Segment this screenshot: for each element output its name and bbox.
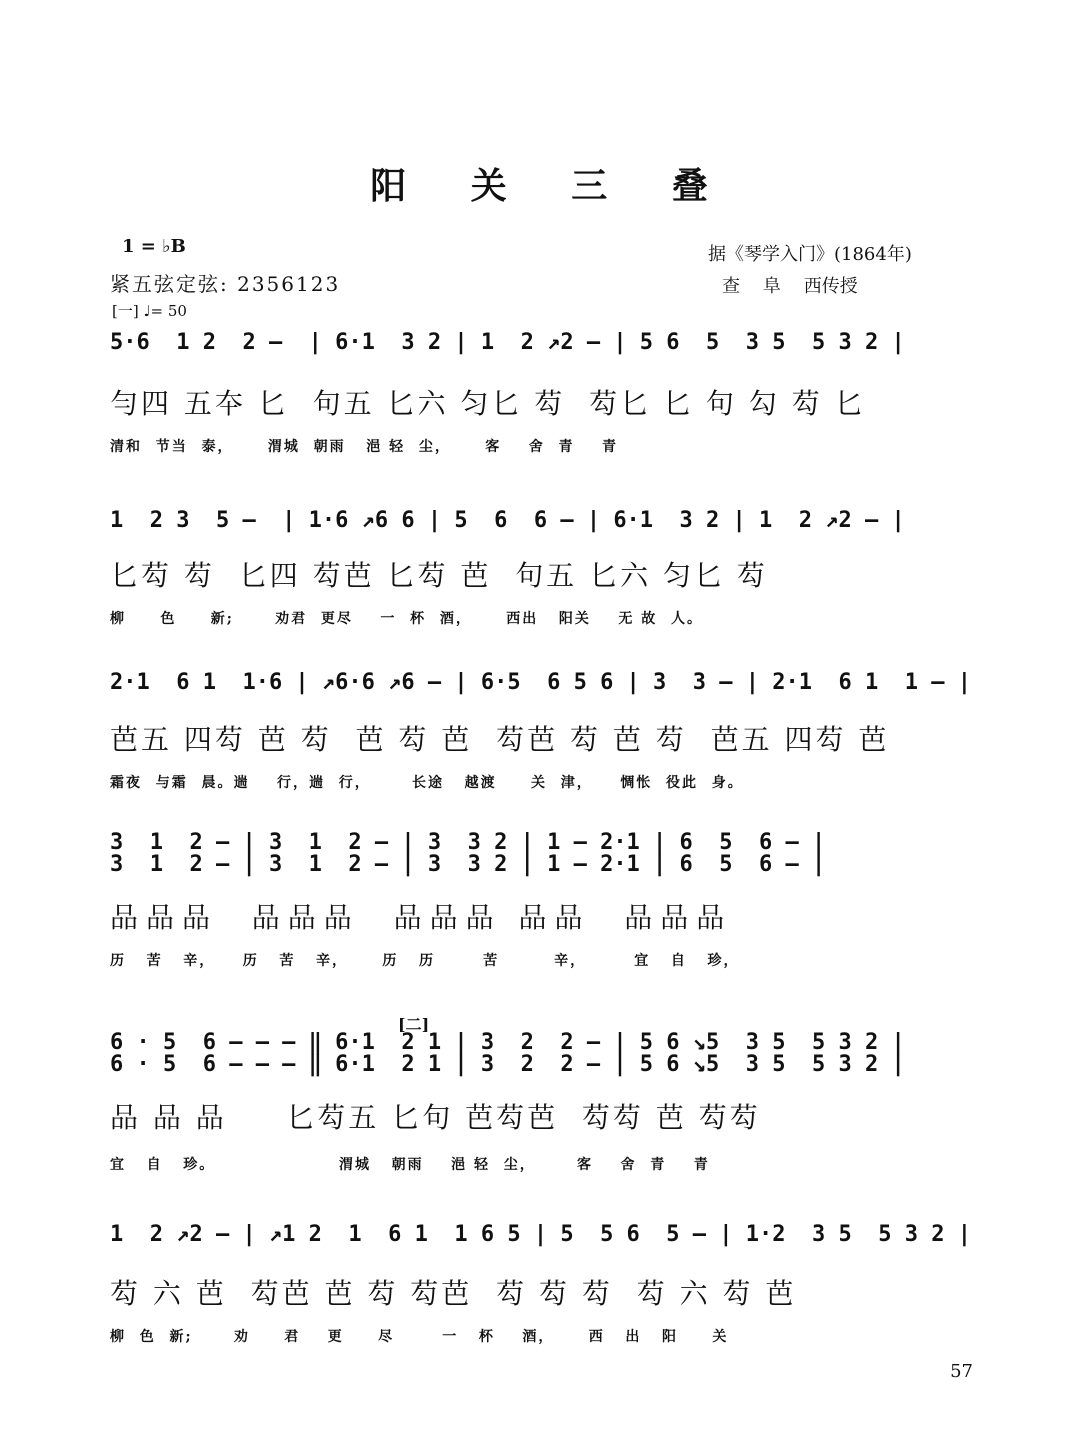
lyrics-line: 霜夜 与霜 晨。遄 行，遄 行， 长途 越渡 关 津， 惆怅 役此 身。 — [110, 775, 744, 791]
jianpu-notes-lower: 6 · 5 6 — — — ‖ 6·1 2 1 | 3 2 2 — | 5 6 ↘5 3 5 5 3 2 | — [110, 1052, 905, 1077]
lyrics-line: 历 苦 辛， 历 苦 辛， 历 历 苦 辛， 宜 自 珍， — [110, 953, 740, 969]
score-row-2 — [110, 508, 970, 638]
page-number: 57 — [950, 1361, 973, 1382]
score-row-3 — [110, 670, 970, 800]
lyrics-line: 宜 自 珍。 渭城 朝雨 浥 轻 尘， 客 舍 青 青 — [110, 1157, 710, 1173]
jianzipu-tablature: 品品品 品品品 品品品 品品 品品品 — [110, 901, 733, 934]
jianpu-notes: 1 2 ↗2 — | ↗1 2 1 6 1 1 6 5 | 5 5 6 5 — | 1·2 3 5 5 3 2 | — [110, 1222, 971, 1247]
jianpu-notes-upper: 3 1 2 — | 3 1 2 — | 3 3 2 | 1 — 2·1 | 6 5 6 — | — [110, 852, 826, 877]
jianpu-notes: 6 · 5 6 — — — ‖ 6·1 2 1 | 3 2 2 — | 5 6 ↘5 3 5 5 3 2 | — [110, 1030, 905, 1055]
tempo-marking: [一] ♩= 50 — [112, 302, 187, 320]
score-row-1 — [110, 330, 970, 460]
jianzipu-tablature: 勻四 五夲 匕 句五 匕六 匀匕 芶 芶匕 匕 句 勾 芶 匕 — [110, 387, 866, 420]
jianpu-notes: 1 2 3 5 — | 1·6 ↗6 6 | 5 6 6 — | 6·1 3 2 | 1 2 ↗2 — | — [110, 508, 905, 533]
jianpu-notes: 2·1 6 1 1·6 | ↗6·6 ↗6 — | 6·5 6 5 6 | 3 3 — | 2·1 6 1 1 — | — [110, 670, 971, 695]
jianzipu-tablature: 芭五 四芶 芭 芶 芭 芶 芭 芶芭 芶 芭 芶 芭五 四芶 芭 — [110, 723, 890, 756]
lyrics-line: 柳 色 新; 劝 君 更 尽 一 杯 酒， 西 出 阳 关 — [110, 1329, 729, 1345]
key-signature: 1 = ♭B — [122, 236, 186, 257]
jianpu-notes: 3 1 2 — | 3 1 2 — | 3 3 2 | 1 — 2·1 | 6 5 6 — | — [110, 830, 826, 855]
lyrics-line: 柳 色 新; 劝君 更尽 一 杯 酒， 西出 阳关 无 故 人。 — [110, 611, 704, 627]
jianzipu-tablature: 品 品 品 匕芶五 匕句 芭芶芭 芶芶 芭 芶芶 — [110, 1101, 761, 1134]
section-two-marker: [二] — [398, 1015, 430, 1034]
jianzipu-tablature: 芶 六 芭 芶芭 芭 芶 芶芭 芶 芶 芶 芶 六 芶 芭 — [110, 1277, 797, 1310]
source-citation: 据《琴学入门》(1864年) — [708, 244, 912, 265]
jianpu-notes: 5·6 1 2 2 — | 6·1 3 2 | 1 2 ↗2 — | 5 6 5 3 5 5 3 2 | — [110, 330, 905, 355]
page-title: 阳 关 三 叠 — [370, 166, 734, 207]
tuning-label: 紧五弦定弦: 2356123 — [110, 272, 341, 296]
score-row-6 — [110, 1222, 970, 1362]
jianzipu-tablature: 匕芶 芶 匕四 芶芭 匕芶 芭 句五 匕六 匀匕 芶 — [110, 559, 768, 592]
transmitter-credit: 查 阜 西传授 — [722, 276, 858, 297]
lyrics-line: 清和 节当 泰， 渭城 朝雨 浥 轻 尘， 客 舍 青 青 — [110, 439, 618, 455]
score-row-4 — [110, 830, 970, 970]
score-row-5 — [110, 1030, 970, 1173]
